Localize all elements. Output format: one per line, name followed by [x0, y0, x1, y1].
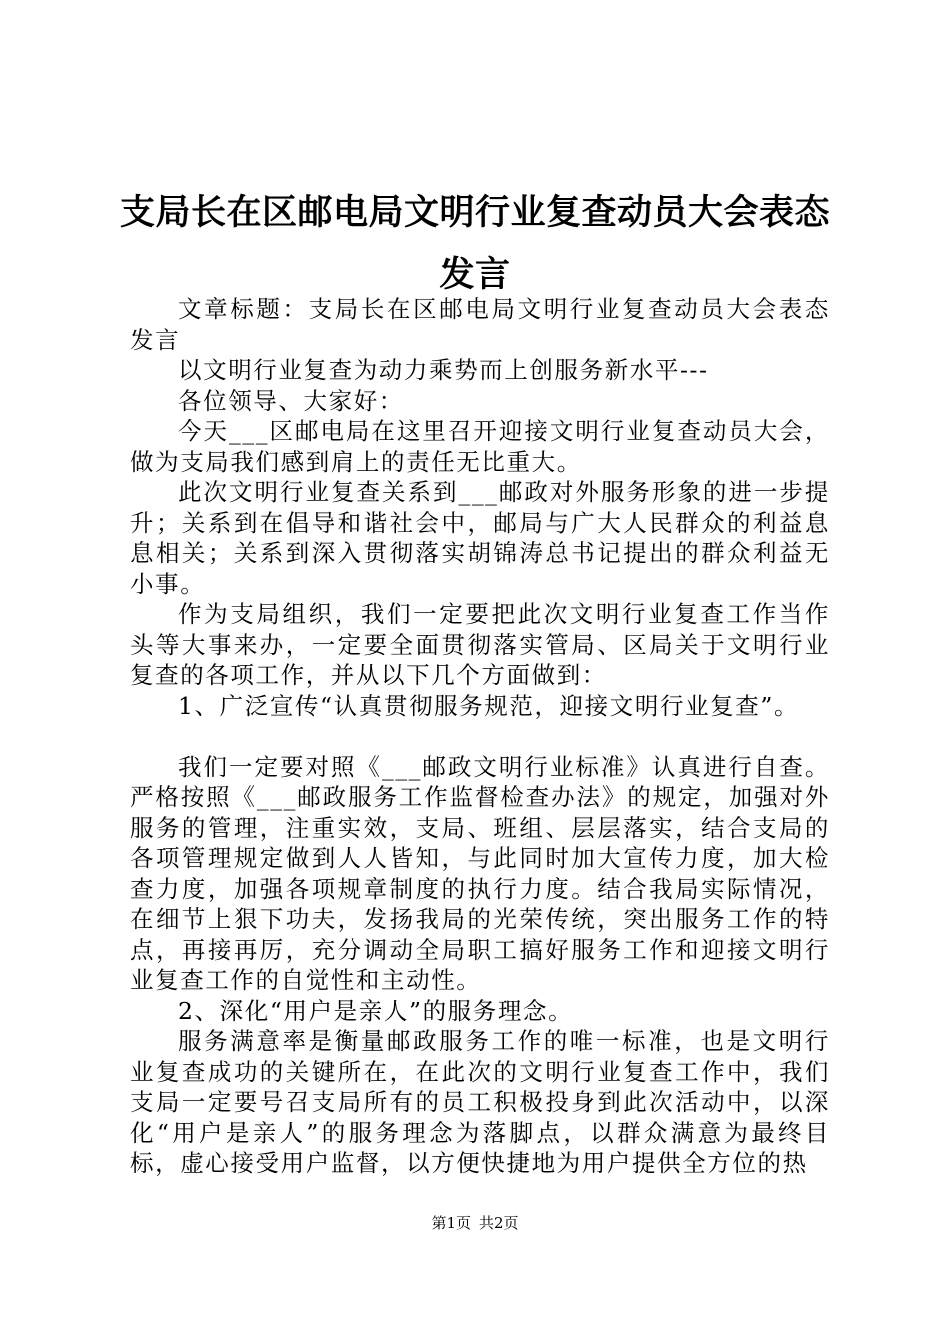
document-body: [130, 294, 830, 1179]
document-title: [100, 182, 850, 306]
section-heading-2: 2、深化“用户是亲人”的服务理念。: [178, 996, 574, 1025]
page-number: 第1页: [431, 1214, 471, 1232]
page-total: 共2页: [479, 1214, 519, 1232]
paragraph-spacer: [130, 721, 830, 752]
body-paragraph: 服务满意率是衡量邮政服务工作的唯一标准，也是文明行业复查成功的关键所在，在此次的文明行业复查工作中，我们支局一定要号召支局所有的员工积极投身到此次活动中，以深化“用户是亲人”的服务理念为落脚点，以群众满意为最终目标，虚心接受用户监督，以方便快捷地为用户提供全方位的热: [130, 1027, 830, 1177]
section-heading-1: 1、广泛宣传“认真贯彻服务规范，迎接文明行业复查”。: [178, 691, 800, 720]
article-title-paragraph: 文章标题：支局长在区邮电局文明行业复查动员大会表态发言: [130, 295, 830, 354]
salutation-paragraph: 各位领导、大家好：: [178, 386, 404, 415]
body-paragraph: 作为支局组织，我们一定要把此次文明行业复查工作当作头等大事来办，一定要全面贯彻落实管局、区局关于文明行业复查的各项工作，并从以下几个方面做到：: [130, 600, 830, 689]
body-paragraph: 我们一定要对照《___邮政文明行业标准》认真进行自查。严格按照《___邮政服务工作监督检查办法》的规定，加强对外服务的管理，注重实效，支局、班组、层层落实，结合支局的各项管理规定做到人人皆知，与此同时加大宣传力度，加大检查力度，加强各项规章制度的执行力度。结合我局实际情况，在细节上狠下功夫，发扬我局的光荣传统，突出服务工作的特点，再接再厉，充分调动全局职工搞好服务工作和迎接文明行业复查工作的自觉性和主动性。: [130, 752, 830, 994]
subtitle-paragraph: 以文明行业复查为动力乘势而上创服务新水平---: [178, 356, 709, 384]
title-line-1: 支局长在区邮电局文明行业复查动员大会表态: [119, 193, 830, 233]
title-line-2: 发言: [439, 255, 511, 295]
body-paragraph: 此次文明行业复查关系到___邮政对外服务形象的进一步提升；关系到在倡导和谐社会中，邮局与广大人民群众的利益息息相关；关系到深入贯彻落实胡锦涛总书记提出的群众利益无小事。: [130, 478, 830, 598]
body-paragraph: 今天___区邮电局在这里召开迎接文明行业复查动员大会，做为支局我们感到肩上的责任无比重大。: [130, 417, 830, 476]
page-footer: [0, 1213, 950, 1233]
